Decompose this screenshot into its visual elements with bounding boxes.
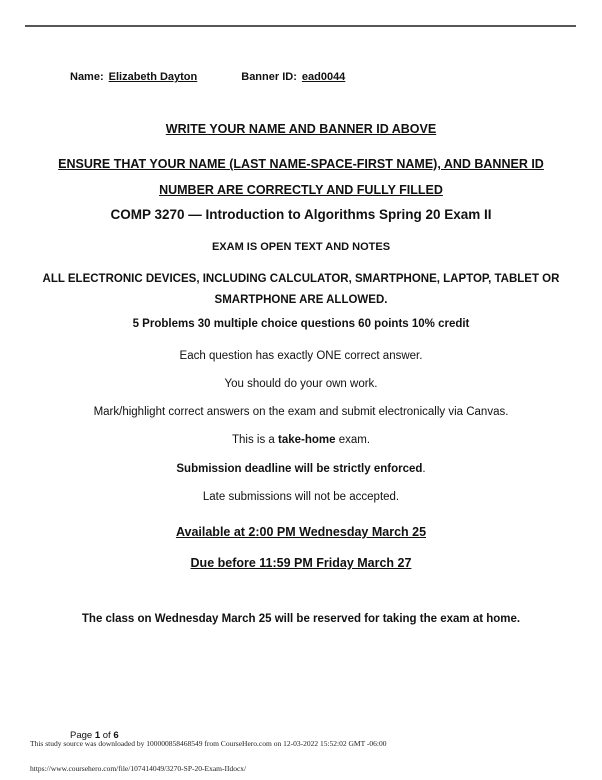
deadline-line — [0, 462, 602, 477]
page-current: 1 — [94, 730, 101, 741]
write-name-heading: WRITE YOUR NAME AND BANNER ID ABOVE — [165, 122, 437, 136]
open-notes-line: EXAM IS OPEN TEXT AND NOTES — [211, 241, 391, 253]
available-date-line: Available at 2:00 PM Wednesday March 25 — [175, 525, 427, 539]
top-horizontal-rule — [25, 25, 576, 27]
banner-id-label: Banner ID: — [241, 71, 297, 83]
problems-summary-line: 5 Problems 30 multiple choice questions 60 points 10% credit — [132, 318, 470, 330]
class-reserved-line: The class on Wednesday March 25 will be reserved for taking the exam at home. — [81, 613, 521, 625]
take-home-pre: This is a — [231, 434, 278, 446]
ensure-name-heading: ENSURE THAT YOUR NAME (LAST NAME-SPACE-FIRST NAME), AND BANNER ID NUMBER ARE CORRECTLY AND FULLY FILLED — [58, 157, 544, 197]
banner-id-value: ead0044 — [301, 71, 346, 83]
take-home-post: exam. — [335, 434, 371, 446]
own-work-line: You should do your own work. — [224, 378, 378, 390]
page-total: 6 — [113, 730, 119, 741]
take-home-bold: take-home — [277, 434, 336, 446]
course-title: COMP 3270 — Introduction to Algorithms Spring 20 Exam II — [110, 207, 492, 222]
coursehero-download-notice: This study source was downloaded by 100000858468549 from CourseHero.com on 12-03-2022 15:52:02 GMT -06:00 — [30, 739, 387, 748]
name-label: Name: — [70, 71, 104, 83]
page-label: Page — [70, 730, 93, 741]
name-banner-row — [70, 71, 345, 83]
deadline-post: . — [422, 463, 426, 475]
name-value: Elizabeth Dayton — [108, 71, 198, 83]
late-submissions-line: Late submissions will not be accepted. — [202, 491, 400, 503]
take-home-line — [0, 433, 602, 448]
devices-allowed-line: ALL ELECTRONIC DEVICES, INCLUDING CALCULATOR, SMARTPHONE, LAPTOP, TABLET OR SMARTPHONE ARE ALLOWED. — [42, 273, 560, 306]
due-date-line: Due before 11:59 PM Friday March 27 — [190, 556, 412, 570]
coursehero-file-url[interactable]: https://www.coursehero.com/file/107414049/3270-SP-20-Exam-IIdocx/ — [30, 764, 247, 773]
submit-canvas-line: Mark/highlight correct answers on the exam and submit electronically via Canvas. — [93, 406, 509, 418]
one-answer-line: Each question has exactly ONE correct answer. — [179, 350, 423, 362]
deadline-bold: Submission deadline will be strictly enforced — [176, 463, 423, 475]
page-of-label: of — [102, 730, 111, 741]
